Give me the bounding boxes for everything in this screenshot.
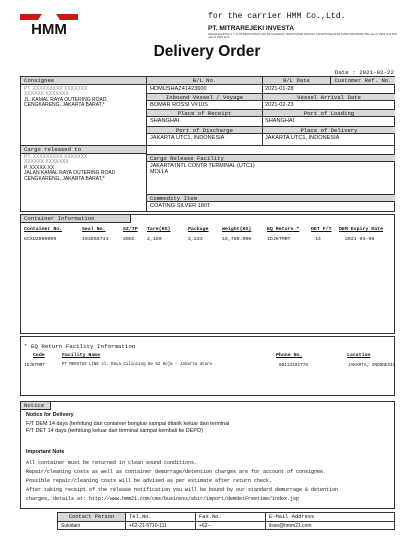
- facility-code: IDJKTMRT: [24, 363, 46, 368]
- important-line: Possible repair/cleaning costs will be advised as per estimate after return check.: [26, 478, 273, 484]
- top-section: [20, 76, 395, 146]
- port-discharge-value: JAKARTA UTC1, INDONESIA: [150, 135, 225, 141]
- agent-address: GRAHA ELNUSA LT 7 JL TB SIMATUPANG KAV 1B CILANDAK TIMUR PASAR MINGGU JAKARTA SELATAN 12560 INDONESIA TEL +62 21 2932 1111 FAX +62 21 2932 1112: [208, 33, 398, 40]
- dem-expiry: 2021-03-08: [345, 237, 375, 242]
- place-delivery-label: Place of Delivery: [262, 126, 395, 134]
- notice-section: [20, 401, 395, 509]
- important-note-title: Important Note: [26, 449, 65, 455]
- port-loading-label: Port of Loading: [262, 109, 395, 117]
- important-line: Repair/cleaning costs as well as container demurrage/detention charges are for account of consignee.: [26, 469, 327, 475]
- hmm-logo-icon: [20, 10, 78, 36]
- inbound-vessel-value: BOMAR ROSSI V#10S: [150, 102, 208, 108]
- det-ft: 14: [315, 237, 321, 242]
- contact-tel: +62-21-5710-111: [126, 522, 196, 530]
- place-receipt-label: Place of Receipt: [147, 109, 262, 117]
- contact-header: Contact Person: [58, 513, 126, 522]
- commodity-value: COATING SILVER 180T: [150, 203, 211, 209]
- contact-email: ilsse@hmm21.com: [269, 523, 312, 529]
- svg-text:HMM: HMM: [31, 21, 67, 36]
- eq-return-label: * EQ Return Facility Information: [24, 343, 136, 350]
- eq-return: IDJKTMRT: [267, 237, 291, 242]
- customer-ref-label: Customer Ref. No.: [330, 77, 395, 85]
- contact-person: Sukidani: [58, 522, 126, 530]
- agent-name: PT. MITRAREJEKI INVESTA: [208, 25, 294, 32]
- col-header: Seal No.: [82, 227, 106, 232]
- consignee-value: PT. XXXXXXXXX XXXXXXX XXXXXX XXXXXXX JL. KAMAL RAYA OUTERING ROAD, CENGKARENG, JAKARTA BARAT,*: [24, 86, 108, 109]
- port-discharge-label: Port of Discharge: [147, 126, 262, 134]
- notice-line: F/T DEM 14 days (terhitung dari container bongkar sampai ditarik keluar dari terminal: [26, 421, 230, 427]
- inbound-vessel-label: Inbound Vessel / Voyage: [147, 93, 262, 101]
- container-no: GCXU2909009: [24, 237, 57, 242]
- mid-section: [20, 146, 395, 212]
- facility-name: PT MERATUS LINE Jl. Raya Cilincing No 52 Koja - Jakarta Utara: [62, 363, 212, 367]
- important-line: After taking receipt of the release notification you will be bound by our standard demurrage & detention: [26, 487, 339, 493]
- notice-line: F/T DET 14 days (terhitung keluar dari terminal sampai kembali ke DEPO): [26, 428, 203, 434]
- cargo-released-label: Cargo released to: [21, 146, 146, 154]
- place-receipt-value: SHANGHAI: [150, 118, 180, 124]
- bl-date-label: B/L Date: [262, 77, 330, 85]
- seal-no: 193656744: [82, 237, 109, 242]
- important-line: All container must be returned in clean sound conditions.: [26, 460, 198, 466]
- col-header: Weight(KG): [222, 227, 252, 232]
- carrier-line: for the carrier HMM Co.,Ltd.: [208, 12, 346, 21]
- col-header: Code: [33, 353, 45, 358]
- release-facility-value: JAKARTA INTL CONTR TERMINAL (UTC1) MOLLA: [150, 163, 255, 175]
- document-date: Date : 2021-02-22: [334, 69, 394, 76]
- col-header: Tare(KG): [147, 227, 171, 232]
- document-title: Delivery Order: [153, 43, 261, 60]
- facility-location: JAKARTA, INDONESIA: [348, 363, 396, 368]
- col-header: Package: [188, 227, 209, 232]
- package: 2,233: [188, 237, 203, 242]
- size-type: 20GC: [123, 237, 135, 242]
- container-info-section: [20, 214, 395, 334]
- port-loading-value: SHANGHAI: [265, 118, 295, 124]
- col-header: SZ/TP: [123, 227, 138, 232]
- consignee-label: Consignee: [21, 77, 146, 85]
- col-header: DET F/T: [311, 227, 332, 232]
- arrival-date-value: 2021-02-23: [265, 102, 294, 108]
- important-line: charges, details at: http://www.hmm21.com/cms/business/abir/import/demdetFreetime/index.jsp: [26, 496, 300, 502]
- notice-title: Notice for Delivery: [26, 412, 74, 418]
- col-header: Phone No.: [276, 353, 303, 358]
- weight: 16,780.000: [222, 237, 252, 242]
- place-delivery-value: JAKARTA UTC1, INDONESIA: [265, 135, 340, 141]
- bl-no-value: HDMUSHAZ41423600: [150, 86, 207, 92]
- col-header: Location: [347, 353, 371, 358]
- contact-header: Tel.No.: [126, 513, 196, 522]
- contact-fax: +62--: [196, 522, 266, 530]
- col-header: Container No.: [24, 227, 63, 232]
- col-header: Facility Name: [62, 353, 101, 358]
- bl-no-label: B/L No.: [147, 77, 262, 85]
- facility-phone: 08113101778: [279, 363, 308, 368]
- container-info-label: Container Information: [21, 215, 131, 223]
- contact-header: Fax.No.: [196, 513, 266, 522]
- contact-table: [57, 512, 395, 530]
- release-facility-label: Cargo Release Facility: [147, 154, 395, 162]
- arrival-date-label: Vessel Arrival Date: [262, 93, 395, 101]
- notice-label: Notice: [21, 402, 51, 410]
- eq-return-section: [20, 336, 395, 396]
- cargo-released-value: PT. XXXXXXXXX XXXXXXX XXXXXX XXXXXXX P. XXXXX XX JALAN KAMAL RAYA OUTERING ROAD CENGKARENG, JAKARTA BARAT,*: [24, 154, 116, 182]
- commodity-label: Commodity Item: [147, 194, 395, 202]
- bl-date-value: 2021-01-28: [265, 86, 294, 92]
- contact-header: E-Mail Address: [266, 513, 394, 522]
- col-header: EQ Return *: [267, 227, 300, 232]
- tare: 2,180: [147, 237, 162, 242]
- col-header: DEM Expiry Date: [339, 227, 384, 232]
